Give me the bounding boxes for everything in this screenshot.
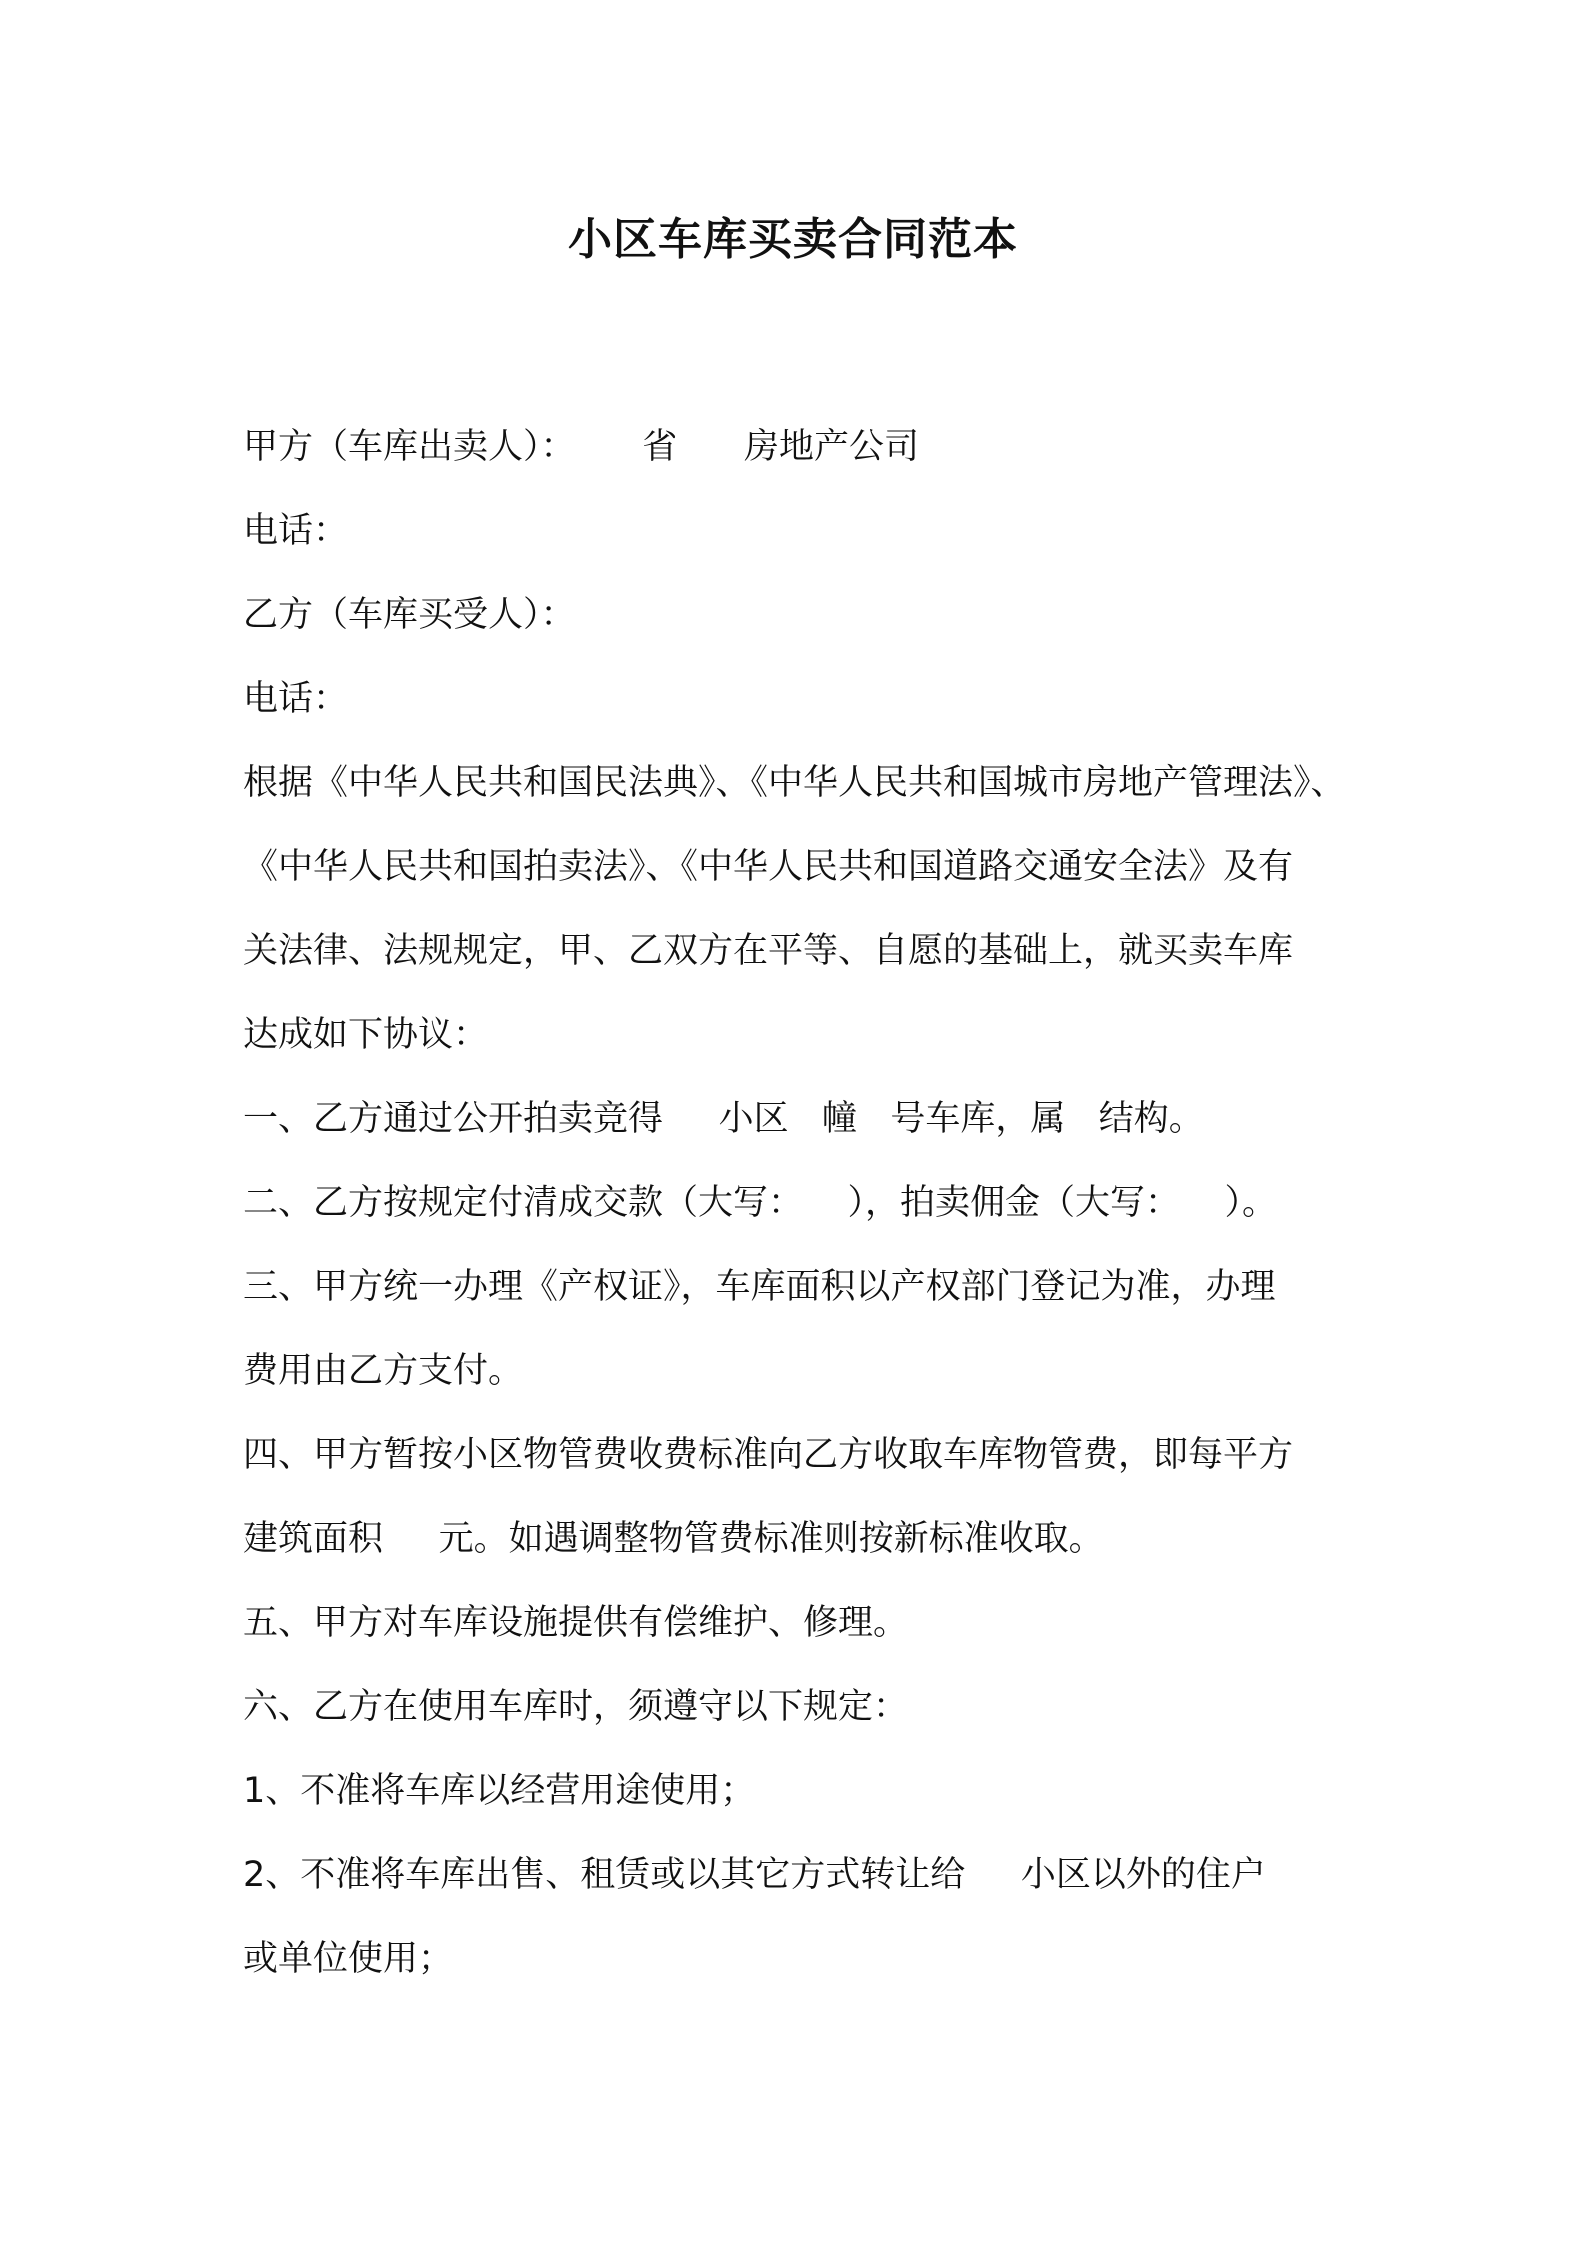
party-a-phone-line: 电话： xyxy=(243,511,349,551)
clause-5-line: 五、甲方对车库设施提供有偿维护、修理。 xyxy=(243,1603,909,1643)
document-title: 小区车库买卖合同范本 xyxy=(568,214,1018,265)
clause-6-line: 六、乙方在使用车库时，须遵守以下规定： xyxy=(243,1687,909,1727)
clause-3-line-1: 三、甲方统一办理《产权证》，车库面积以产权部门登记为准，办理 xyxy=(243,1267,1276,1307)
clause-2-line: 二、乙方按规定付清成交款（大写： ），拍卖佣金（大写： ）。 xyxy=(243,1183,1278,1223)
preamble-line-3: 关法律、法规规定，甲、乙双方在平等、自愿的基础上，就买卖车库 xyxy=(243,931,1294,971)
party-b-phone-line: 电话： xyxy=(243,679,349,719)
rule-2-line-1: 2、不准将车库出售、租赁或以其它方式转让给 小区以外的住户 xyxy=(243,1855,1266,1895)
clause-4-line-1: 四、甲方暂按小区物管费收费标准向乙方收取车库物管费，即每平方 xyxy=(243,1435,1294,1475)
preamble-line-4: 达成如下协议： xyxy=(243,1015,489,1055)
clause-3-line-2: 费用由乙方支付。 xyxy=(243,1351,524,1391)
clause-4-line-2: 建筑面积 元。如遇调整物管费标准则按新标准收取。 xyxy=(243,1519,1104,1559)
party-a-line: 甲方（车库出卖人）： 省 房地产公司 xyxy=(243,427,920,467)
party-b-line: 乙方（车库买受人）： xyxy=(243,595,576,635)
preamble-line-1: 根据《中华人民共和国民法典》、《中华人民共和国城市房地产管理法》、 xyxy=(243,763,1346,803)
clause-1-line: 一、乙方通过公开拍卖竞得 小区 幢 号车库，属 结构。 xyxy=(243,1099,1204,1139)
contract-body xyxy=(243,405,1363,2001)
preamble-line-2: 《中华人民共和国拍卖法》、《中华人民共和国道路交通安全法》及有 xyxy=(243,847,1294,887)
rule-2-line-2: 或单位使用； xyxy=(243,1939,454,1979)
rule-1-line: 1、不准将车库以经营用途使用； xyxy=(243,1771,756,1811)
